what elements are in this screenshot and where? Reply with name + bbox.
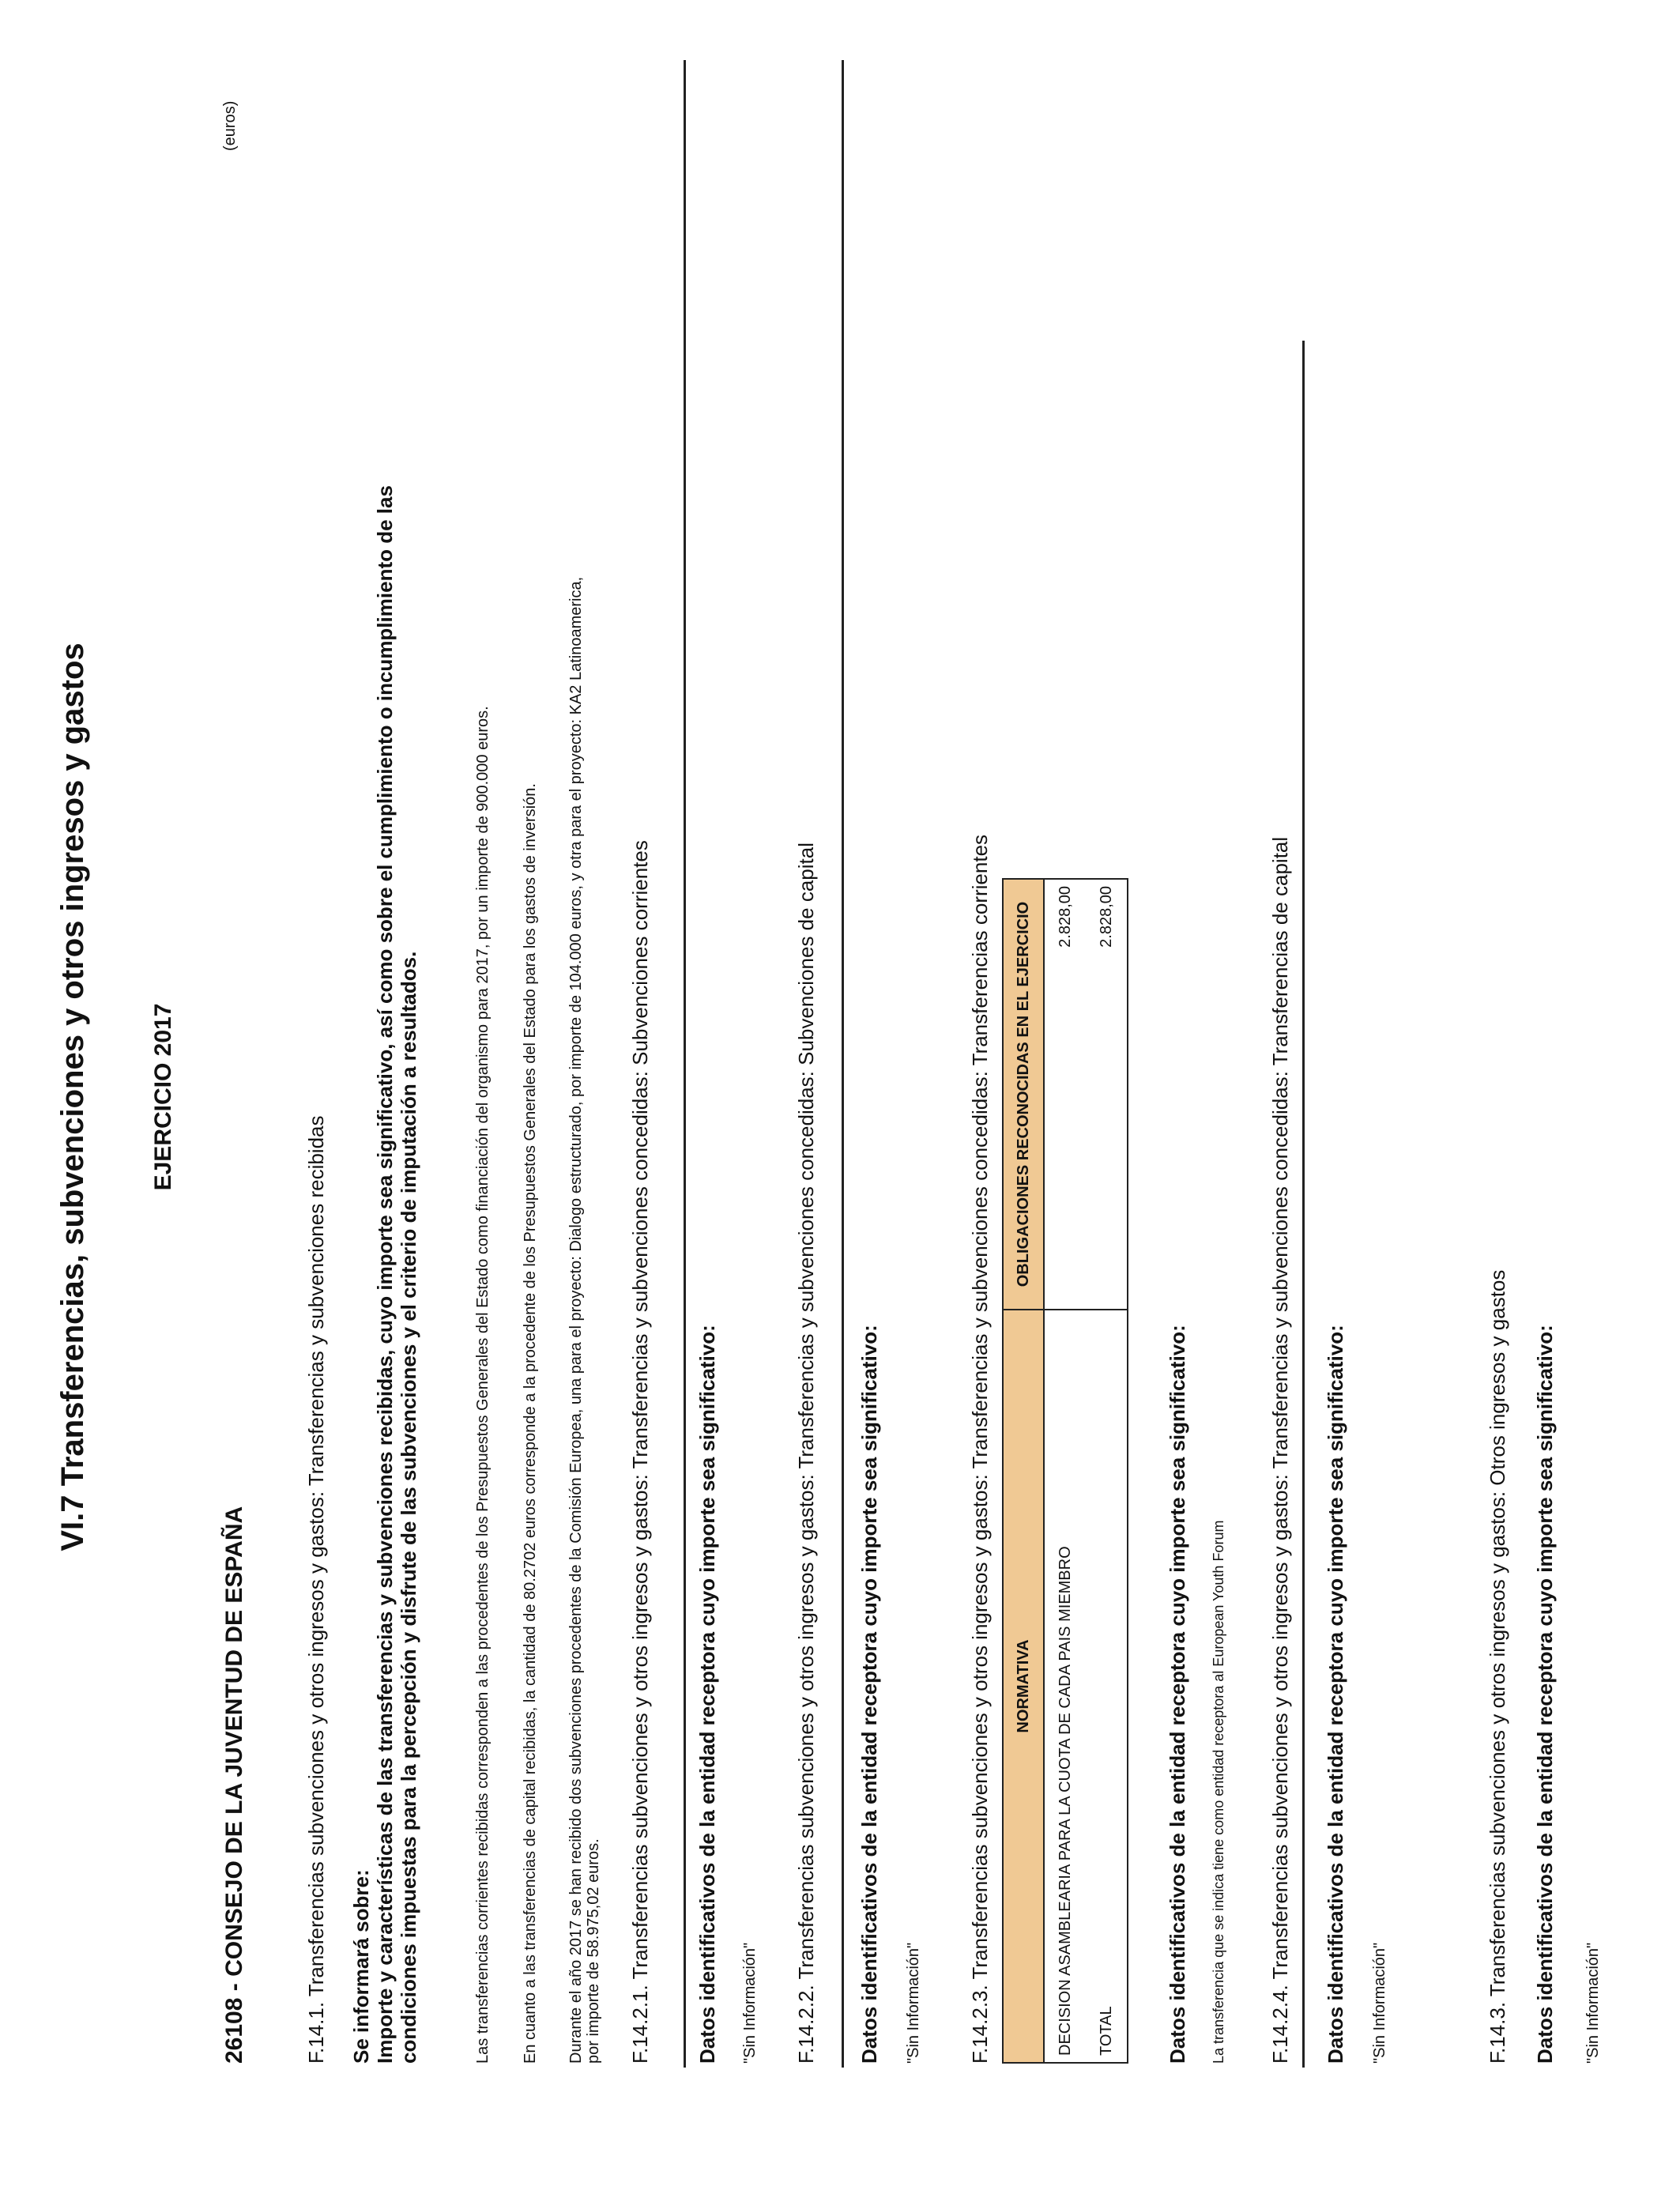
f1424-data-label: Datos identificativos de la entidad receptora cuyo importe sea significativo: xyxy=(1324,1325,1347,2064)
f143-data-label: Datos identificativos de la entidad receptora cuyo importe sea significativo: xyxy=(1533,1325,1557,2064)
section-divider xyxy=(684,60,686,2068)
f1422-heading: F.14.2.2. Transferencias subvenciones y otros ingresos y gastos: Transferencias y subvenciones concedidas: Subvenciones de capital xyxy=(794,843,818,2064)
table-cell: 2.828,00 xyxy=(1086,879,1128,1310)
units-label: (euros) xyxy=(221,100,239,151)
f141-inform-line2: condiciones impuestas para la percepción y disfrute de las subvenciones y el criterio de imputación a resultados. xyxy=(397,951,420,2064)
f143-info: "Sin Información" xyxy=(1584,1942,1602,2064)
column-header-obligaciones: OBLIGACIONES RECONOCIDAS EN EL EJERCICIO xyxy=(1003,879,1044,1310)
table-row xyxy=(1044,879,1086,2063)
table-cell: 2.828,00 xyxy=(1044,879,1086,1310)
page-title: VI.7 Transferencias, subvenciones y otros ingresos y gastos xyxy=(55,643,90,1551)
f1421-data-label: Datos identificativos de la entidad receptora cuyo importe sea significativo: xyxy=(695,1325,719,2064)
f1424-heading: F.14.2.4. Transferencias subvenciones y otros ingresos y gastos: Transferencias y subvenciones concedidas: Transferencias de capital xyxy=(1268,836,1292,2064)
f1421-info: "Sin Información" xyxy=(741,1942,759,2064)
transfers-table xyxy=(1002,878,1128,2064)
f1422-data-label: Datos identificativos de la entidad receptora cuyo importe sea significativo: xyxy=(857,1325,881,2064)
section-divider xyxy=(842,60,844,2068)
f1421-heading: F.14.2.1. Transferencias subvenciones y otros ingresos y gastos: Transferencias y subvenciones concedidas: Subvenciones corrientes xyxy=(628,840,652,2064)
f1423-data-label: Datos identificativos de la entidad receptora cuyo importe sea significativo: xyxy=(1166,1325,1189,2064)
f1424-info: "Sin Información" xyxy=(1371,1942,1388,2064)
column-header-normativa: NORMATIVA xyxy=(1003,1310,1044,2063)
f143-heading: F.14.3. Transferencias subvenciones y otros ingresos y gastos: Otros ingresos y gastos xyxy=(1486,1269,1509,2064)
f141-para3-line2: por importe de 58.975,02 euros. xyxy=(585,1838,602,2064)
table-row xyxy=(1086,879,1128,2063)
f141-para2: En cuanto a las transferencias de capital recibidas, la cantidad de 80.2702 euros corresponde a la procedente de los Presupuestos Generales del Estado para los gastos de inversión. xyxy=(522,783,539,2064)
f1422-info: "Sin Información" xyxy=(905,1942,922,2064)
f141-inform-line1: Importe y características de las transferencias y subvenciones recibidas, cuyo importe sea significativo, así como sobre el cumplimiento o incumplimiento de las xyxy=(373,485,397,2064)
table-cell: DECISION ASAMBLEARIA PARA LA CUOTA DE CADA PAIS MIEMBRO xyxy=(1044,1310,1086,2063)
f141-para1: Las transferencias corrientes recibidas corresponden a las procedentes de los Presupuestos Generales del Estado como financiación del organismo para 2017, por un importe de 900.000 euros. xyxy=(474,706,492,2064)
f141-heading: F.14.1. Transferencias subvenciones y otros ingresos y gastos: Transferencias y subvenciones recibidas xyxy=(304,1115,328,2064)
table-cell: TOTAL xyxy=(1086,1310,1128,2063)
f1423-heading: F.14.2.3. Transferencias subvenciones y otros ingresos y gastos: Transferencias y subvenciones concedidas: Transferencias corrientes xyxy=(968,834,992,2064)
f1423-info: La transferencia que se indica tiene como entidad receptora al European Youth Forum xyxy=(1211,1520,1226,2064)
f141-inform-label: Se informará sobre: xyxy=(349,1869,373,2064)
page-subtitle: EJERCICIO 2017 xyxy=(150,1003,176,1191)
section-divider xyxy=(1302,341,1305,2068)
organism-heading: 26108 - CONSEJO DE LA JUVENTUD DE ESPAÑA xyxy=(221,1506,247,2064)
f141-para3-line1: Durante el año 2017 se han recibido dos subvenciones procedentes de la Comisión Europea, una para el proyecto: Dialogo estructurado, por importe de 104.000 euros, y otra para el proyecto: KA2 Latinoamerica, xyxy=(567,576,585,2064)
